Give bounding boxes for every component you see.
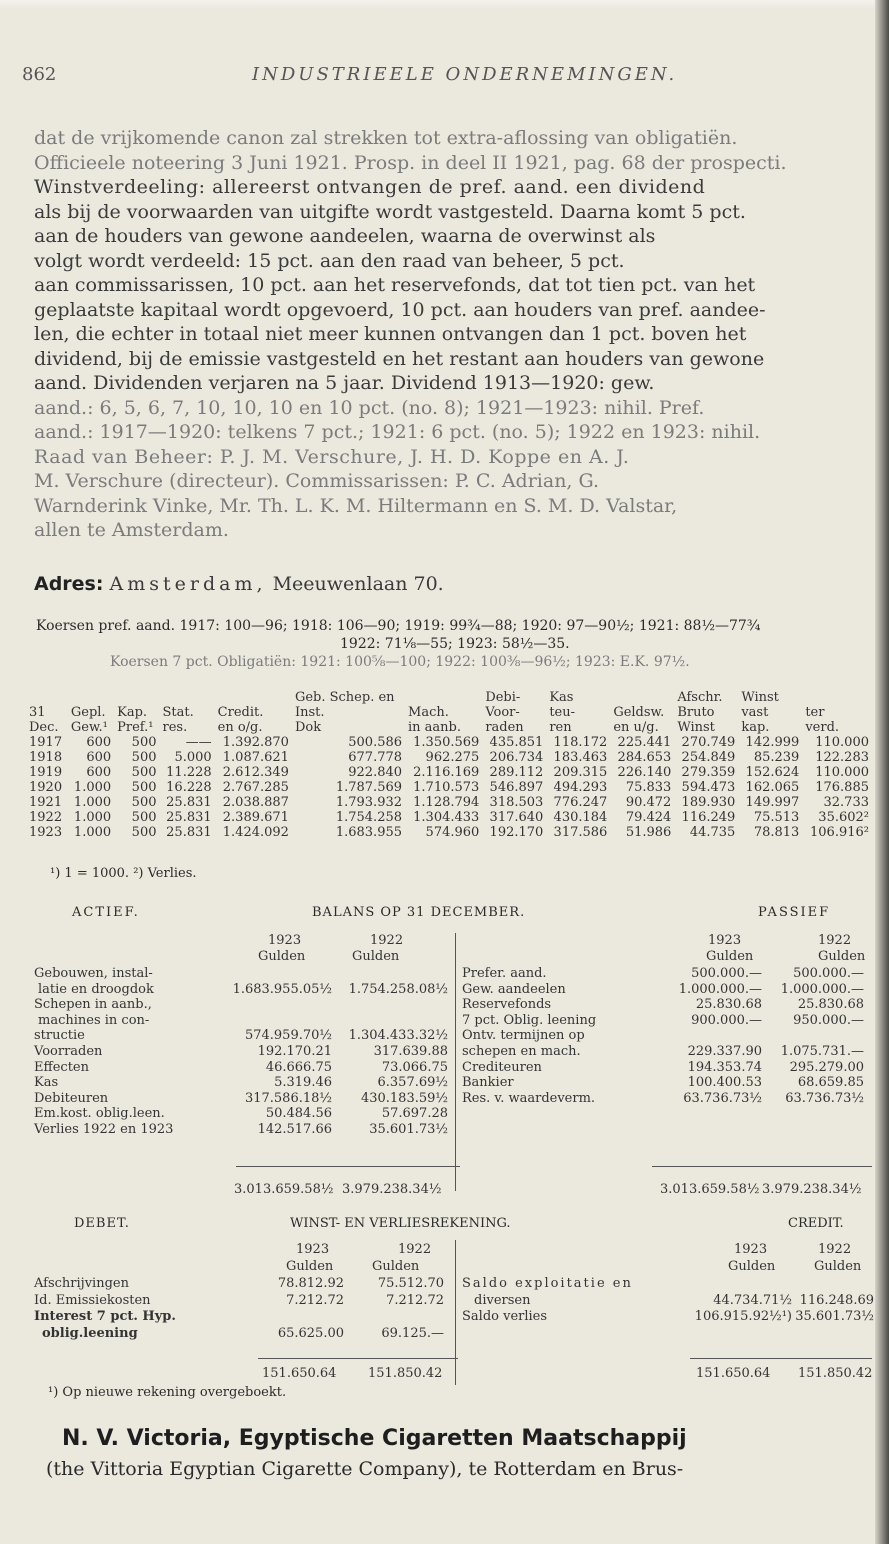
debet-1922: 7.212.72 [386, 1292, 444, 1308]
asset-label: Gebouwen, instal- [34, 966, 153, 981]
stats-cell: 546.897 [489, 780, 544, 795]
stats-cell: 1.350.569 [413, 735, 480, 750]
pl-column-header: Gulden [372, 1259, 420, 1274]
credit-1922: 35.601.73½ [795, 1309, 874, 1324]
liability-label: Gew. aandeelen [462, 981, 566, 997]
stats-header-cell: 31 [29, 705, 46, 720]
stats-cell: 106.916² [810, 825, 869, 840]
pl-footnote: ¹) Op nieuwe rekening overgeboekt. [48, 1385, 287, 1400]
stats-cell: 1.087.621 [222, 750, 289, 765]
stats-row [26, 780, 872, 795]
stats-cell: 430.184 [553, 810, 608, 825]
credit-1923: 44.734.71½ [713, 1292, 792, 1308]
address-city: Amsterdam, [109, 573, 267, 595]
asset-1922: 1.754.258.08½ [348, 981, 448, 997]
stats-cell: 254.849 [681, 750, 736, 765]
liability-label: 7 pct. Oblig. leening [462, 1012, 597, 1028]
stats-cell: 162.065 [745, 780, 800, 795]
stats-cell: 500 [131, 795, 157, 810]
stats-header-cell: Afschr. [677, 690, 723, 705]
stats-cell: 176.885 [815, 780, 869, 795]
pl-column-header: 1923 [296, 1242, 330, 1257]
stats-cell: 1.128.794 [413, 795, 480, 810]
stats-header-cell: en o/g. [217, 720, 263, 735]
stats-header-cell: Winst [677, 720, 715, 735]
pl-right-label: CREDIT. [788, 1216, 844, 1231]
stats-header-cell [405, 690, 482, 705]
stats-header-cell: Gew.¹ [70, 720, 108, 735]
stats-cell: 142.999 [745, 735, 800, 750]
stats-cell: 600 [86, 750, 112, 765]
stats-cell: 1.000 [73, 825, 112, 840]
asset-1922: 317.639.88 [373, 1044, 448, 1059]
stats-footnote: ¹) 1 = 1000. ²) Verlies. [50, 866, 197, 881]
stats-header-row [26, 720, 872, 735]
stats-cell: 35.602² [818, 810, 869, 825]
credit-1923: 106.915.92½¹) [694, 1309, 792, 1324]
stats-cell: 209.315 [553, 765, 608, 780]
balance-column-header: 1922 [818, 933, 852, 948]
stats-cell: 110.000 [815, 765, 869, 780]
stats-cell: 225.441 [617, 735, 672, 750]
pl-total: 151.650.64 [696, 1366, 771, 1381]
stats-cell: 594.473 [681, 780, 736, 795]
stats-cell: 500 [131, 765, 157, 780]
stats-cell: 116.249 [681, 810, 736, 825]
stats-cell: 1.424.092 [222, 825, 289, 840]
stats-header-cell: Kas [549, 690, 574, 705]
asset-1923: 46.666.75 [265, 1059, 332, 1075]
liability-label: Bankier [462, 1075, 514, 1091]
liability-label: Res. v. waardeverm. [462, 1090, 596, 1106]
stats-cell: 79.424 [625, 810, 672, 825]
stats-cell: 317.640 [489, 810, 544, 825]
stats-cell: 435.851 [489, 735, 544, 750]
asset-1922: 35.601.73½ [369, 1122, 448, 1137]
stats-cell: 1.754.258 [335, 810, 403, 825]
liability-1922: 500.000.— [793, 966, 864, 981]
liability-label: schepen en mach. [462, 1044, 581, 1059]
stats-cell: 600 [86, 735, 112, 750]
pl-column-header: 1923 [734, 1242, 768, 1257]
stats-cell: 90.472 [625, 795, 672, 810]
stats-header-cell [68, 690, 114, 705]
stats-cell: 183.463 [553, 750, 608, 765]
company-subtitle: (the Vittoria Egyptian Cigarette Company), te Rotterdam en Brus- [46, 1458, 684, 1480]
text-line: geplaatste kapitaal wordt opgevoerd, 10 pct. aan houders van pref. aandee- [34, 298, 766, 321]
asset-1922: 57.697.28 [381, 1106, 448, 1122]
stats-row [26, 750, 872, 765]
statistics-table [26, 690, 872, 840]
asset-label: latie en droogdok [38, 981, 154, 997]
stats-cell: 2.389.671 [222, 810, 289, 825]
asset-1922: 73.066.75 [381, 1059, 448, 1075]
stats-cell: 500 [131, 750, 157, 765]
stats-header-cell: Credit. [217, 705, 264, 720]
stats-cell: 1.683.955 [335, 825, 403, 840]
stats-cell: 677.778 [348, 750, 403, 765]
liability-1922: 295.279.00 [789, 1059, 864, 1075]
stats-header-cell: kap. [741, 720, 770, 735]
stats-cell: 1921 [29, 795, 63, 810]
address-line [34, 572, 444, 596]
liability-label: Prefer. aand. [462, 966, 547, 981]
text-line: M. Verschure (directeur). Commissarissen: P. C. Adrian, G. [34, 470, 600, 492]
stats-header-cell: Dec. [29, 720, 59, 735]
stats-cell: 500 [131, 825, 157, 840]
debet-label: Afschrijvingen [34, 1276, 129, 1291]
debet-1923: 78.812.92 [277, 1276, 344, 1291]
text-line: aand. Dividenden verjaren na 5 jaar. Dividend 1913—1920: gew. [34, 372, 655, 394]
asset-label: structie [34, 1028, 85, 1044]
pl-column-header: Gulden [286, 1259, 334, 1274]
debet-1922: 69.125.— [381, 1325, 444, 1341]
liability-1923: 100.400.53 [687, 1075, 762, 1091]
credit-1922: 116.248.69 [799, 1292, 874, 1308]
stats-header-cell: Pref.¹ [117, 720, 154, 735]
asset-label: Voorraden [34, 1044, 103, 1059]
asset-1923: 5.319.46 [274, 1075, 332, 1091]
liability-1922: 1.075.731.— [780, 1044, 864, 1059]
stats-cell: 25.831 [166, 810, 212, 825]
text-line: Warnderink Vinke, Mr. Th. L. K. M. Hiltermann en S. M. D. Valstar, [34, 494, 678, 517]
text-line: dividend, bij de emissie vastgesteld en het restant aan houders van gewone [34, 347, 765, 370]
stats-cell: 16.228 [166, 780, 212, 795]
stats-cell: 2.767.285 [222, 780, 289, 795]
stats-header-cell [114, 690, 159, 705]
stats-cell: 289.112 [489, 765, 544, 780]
address-label: Adres: [34, 573, 104, 595]
stats-header-cell: teu- [549, 705, 575, 720]
credit-label: Saldo exploitatie en [462, 1276, 633, 1291]
balance-right-label: PASSIEF [758, 905, 831, 920]
stats-cell: 1918 [29, 750, 63, 765]
stats-cell: 1922 [29, 810, 63, 825]
stats-cell: 189.930 [681, 795, 736, 810]
pl-total: 151.850.42 [368, 1366, 443, 1381]
pl-column-header: Gulden [728, 1259, 776, 1274]
asset-label: Debiteuren [34, 1090, 109, 1106]
stats-header-cell: ter [805, 705, 825, 720]
stats-cell: 574.960 [425, 825, 480, 840]
stats-cell: 600 [86, 765, 112, 780]
text-line: len, die echter in totaal niet meer kunnen ontvangen dan 1 pct. boven het [34, 323, 747, 345]
stats-cell: 500 [131, 735, 157, 750]
asset-label: Kas [34, 1075, 59, 1091]
stats-cell: 500 [131, 810, 157, 825]
pl-right-rule [690, 1358, 872, 1359]
stats-cell: 500.586 [348, 735, 403, 750]
pl-divider [455, 1240, 456, 1385]
stats-cell: 317.586 [553, 825, 608, 840]
stats-cell: 11.228 [166, 765, 212, 780]
debet-label: Id. Emissiekosten [34, 1292, 151, 1308]
stats-header-cell: Mach. [408, 705, 449, 720]
stats-cell: 1.793.932 [335, 795, 403, 810]
stats-cell: 962.275 [425, 750, 480, 765]
liability-label: Reservefonds [462, 997, 552, 1013]
liability-1923: 63.736.73½ [683, 1090, 762, 1106]
text-line: aand.: 6, 5, 6, 7, 10, 10, 10 en 10 pct. (no. 8); 1921—1923: nihil. Pref. [34, 396, 705, 419]
stats-cell: 500 [131, 780, 157, 795]
stats-cell: 110.000 [815, 735, 869, 750]
debet-1922: 75.512.70 [377, 1276, 444, 1291]
stats-cell: 78.813 [753, 825, 800, 840]
liability-label: Ontv. termijnen op [462, 1028, 585, 1044]
stats-header-cell [160, 690, 215, 705]
page-top-edge [0, 0, 889, 10]
stats-cell: 25.831 [166, 825, 212, 840]
stats-header-row [26, 705, 872, 720]
pl-column-header: Gulden [814, 1259, 862, 1274]
credit-label: Saldo verlies [462, 1309, 548, 1324]
balance-column-header: Gulden [352, 949, 400, 964]
stats-cell: 192.170 [489, 825, 544, 840]
liability-1923: 500.000.— [691, 966, 762, 981]
pl-column-header: 1922 [398, 1242, 432, 1257]
asset-1922: 430.183.59½ [360, 1090, 448, 1106]
balance-column-header: Gulden [258, 949, 306, 964]
stats-header-cell: Dok [294, 720, 322, 735]
text-line: volgt wordt verdeeld: 15 pct. aan den raad van beheer, 5 pct. [34, 249, 625, 272]
stats-cell: 1919 [29, 765, 63, 780]
stats-row [26, 810, 872, 825]
balance-total: 3.979.238.34½ [342, 1182, 442, 1197]
text-line: Officieele noteering 3 Juni 1921. Prosp. in deel II 1921, pag. 68 der prospecti. [34, 151, 787, 174]
stats-cell: 1.000 [73, 810, 112, 825]
liability-1922: 1.000.000.— [780, 981, 864, 997]
text-line: Raad van Beheer: P. J. M. Verschure, J. H. D. Koppe en A. J. [34, 445, 630, 468]
stats-header-cell: in aanb. [408, 720, 462, 735]
debet-label: oblig.leening [42, 1325, 138, 1341]
stats-cell: 1.000 [73, 795, 112, 810]
debet-1923: 7.212.72 [286, 1292, 344, 1308]
pl-left-rule [258, 1358, 458, 1359]
balance-column-header: Gulden [818, 949, 866, 964]
stats-cell: 85.239 [753, 750, 800, 765]
stats-cell: 152.624 [745, 765, 800, 780]
stats-header-cell: Geb. Schep. en [294, 690, 395, 705]
stats-header-cell: Inst. [294, 705, 325, 720]
stats-header-cell: ren [549, 720, 572, 735]
balance-total: 3.013.659.58½ [234, 1182, 334, 1197]
company-name: N. V. Victoria, Egyptische Cigaretten Maatschappij [62, 1426, 687, 1451]
stats-header-cell [26, 690, 68, 705]
stats-cell: 270.749 [681, 735, 736, 750]
asset-label: Effecten [34, 1059, 89, 1075]
balance-title: BALANS OP 31 DECEMBER. [312, 905, 526, 920]
stats-cell: 2.116.169 [413, 765, 480, 780]
stats-row [26, 795, 872, 810]
balance-total: 3.013.659.58½ [660, 1182, 760, 1197]
stats-header-cell: verd. [805, 720, 840, 735]
pl-total: 151.850.42 [798, 1366, 873, 1381]
pl-title: WINST- EN VERLIESREKENING. [290, 1216, 511, 1231]
stats-cell: —— [185, 735, 212, 750]
balance-total: 3.979.238.34½ [762, 1182, 862, 1197]
asset-1923: 50.484.56 [265, 1106, 332, 1122]
asset-label: Schepen in aanb., [34, 997, 152, 1013]
stats-cell: 1.787.569 [335, 780, 403, 795]
asset-label: Verlies 1922 en 1923 [34, 1122, 174, 1137]
stats-header-cell: Voor- [485, 705, 520, 720]
text-line: Winstverdeeling: allereerst ontvangen de pref. aand. een dividend [34, 176, 706, 198]
balance-right-rule [652, 1166, 872, 1167]
stats-header-cell: vast [741, 705, 769, 720]
page-number: 862 [22, 64, 57, 85]
liability-1922: 68.659.85 [797, 1075, 864, 1091]
text-line: aan commissarissen, 10 pct. aan het reservefonds, dat tot tien pct. van het [34, 274, 756, 296]
stats-cell: 284.653 [617, 750, 672, 765]
stats-header-cell: raden [485, 720, 524, 735]
liability-1923: 900.000.— [691, 1012, 762, 1028]
asset-1922: 6.357.69½ [377, 1075, 448, 1091]
stats-cell: 318.503 [489, 795, 544, 810]
asset-label: machines in con- [38, 1012, 150, 1028]
address-street: Meeuwenlaan 70. [272, 573, 444, 595]
balance-column-header: 1923 [268, 933, 302, 948]
balance-column-header: 1923 [708, 933, 742, 948]
stats-cell: 32.733 [823, 795, 869, 810]
stats-cell: 1.392.870 [222, 735, 289, 750]
stats-header-cell: Stat. [162, 705, 194, 720]
balance-column-header: 1922 [370, 933, 404, 948]
book-binding-edge [875, 0, 889, 1544]
debet-1923: 65.625.00 [277, 1325, 344, 1341]
balance-column-header: Gulden [706, 949, 754, 964]
liability-1923: 229.337.90 [687, 1044, 762, 1059]
stats-cell: 922.840 [348, 765, 403, 780]
koersen-line-3: Koersen 7 pct. Obligatiën: 1921: 100⅝—100; 1922: 100⅜—96½; 1923: E.K. 97½. [110, 654, 690, 670]
asset-1923: 192.170.21 [257, 1044, 332, 1059]
text-line: aan de houders van gewone aandeelen, waarna de overwinst als [34, 225, 656, 247]
stats-cell: 1.304.433 [413, 810, 480, 825]
stats-cell: 2.612.349 [222, 765, 289, 780]
stats-cell: 226.140 [617, 765, 672, 780]
text-line: allen te Amsterdam. [34, 519, 229, 541]
stats-cell: 5.000 [174, 750, 212, 765]
text-line: als bij de voorwaarden van uitgifte wordt vastgesteld. Daarna komt 5 pct. [34, 200, 746, 223]
balance-divider [455, 933, 456, 1191]
stats-header-cell [610, 690, 674, 705]
stats-cell: 1920 [29, 780, 63, 795]
stats-cell: 494.293 [553, 780, 608, 795]
stats-cell: 206.734 [489, 750, 544, 765]
stats-cell: 75.833 [625, 780, 672, 795]
stats-cell: 122.283 [815, 750, 869, 765]
stats-header-cell: Geldsw. [613, 705, 665, 720]
asset-1923: 574.959.70½ [244, 1028, 332, 1044]
stats-cell: 118.172 [553, 735, 608, 750]
stats-header-cell: Gepl. [70, 705, 106, 720]
liability-1923: 194.353.74 [687, 1059, 762, 1075]
stats-cell: 75.513 [753, 810, 800, 825]
stats-header-row [26, 690, 872, 705]
balance-left-label: ACTIEF. [72, 905, 140, 920]
asset-1923: 1.683.955.05½ [232, 981, 332, 997]
stats-header-cell: en u/g. [613, 720, 659, 735]
asset-1923: 317.586.18½ [244, 1090, 332, 1106]
stats-cell: 44.735 [689, 825, 736, 840]
pl-total: 151.650.64 [262, 1366, 337, 1381]
stats-cell: 25.831 [166, 795, 212, 810]
stats-cell: 149.997 [745, 795, 800, 810]
text-line: dat de vrijkomende canon zal strekken tot extra-aflossing van obligatiën. [34, 127, 738, 149]
asset-label: Em.kost. oblig.leen. [34, 1106, 165, 1122]
liability-1923: 1.000.000.— [678, 981, 762, 997]
stats-header-cell: res. [162, 720, 188, 735]
stats-row [26, 735, 872, 750]
text-line: aand.: 1917—1920: telkens 7 pct.; 1921: 6 pct. (no. 5); 1922 en 1923: nihil. [34, 421, 761, 443]
stats-header-cell [215, 690, 292, 705]
asset-1922: 1.304.433.32½ [348, 1028, 448, 1044]
stats-cell: 2.038.887 [222, 795, 289, 810]
asset-1923: 142.517.66 [257, 1122, 332, 1137]
debet-label: Interest 7 pct. Hyp. [34, 1309, 176, 1324]
pl-column-header: 1922 [818, 1242, 852, 1257]
stats-cell: 1917 [29, 735, 63, 750]
stats-cell: 776.247 [553, 795, 608, 810]
liability-1922: 25.830.68 [797, 997, 864, 1013]
stats-header-cell: Bruto [677, 705, 715, 720]
stats-row [26, 765, 872, 780]
stats-cell: 1.710.573 [413, 780, 480, 795]
stats-header-cell: Debi- [485, 690, 521, 705]
stats-cell: 279.359 [681, 765, 736, 780]
stats-cell: 1.000 [73, 780, 112, 795]
stats-header-cell: Kap. [117, 705, 148, 720]
koersen-line-2: 1922: 71⅛—55; 1923: 58½—35. [340, 636, 570, 652]
koersen-line-1: Koersen pref. aand. 1917: 100—96; 1918: 106—90; 1919: 99¾—88; 1920: 97—90½; 1921: 88½—77¾ [36, 618, 761, 634]
liability-1922: 950.000.— [793, 1012, 864, 1028]
liability-1922: 63.736.73½ [785, 1090, 864, 1106]
stats-row [26, 825, 872, 840]
running-title: INDUSTRIEELE ONDERNEMINGEN. [252, 64, 678, 85]
liability-label: Crediteuren [462, 1059, 542, 1075]
credit-label: diversen [474, 1292, 531, 1308]
balance-left-rule [236, 1166, 460, 1167]
stats-header-cell: Winst [741, 690, 779, 705]
stats-cell: 1923 [29, 825, 63, 840]
liability-1923: 25.830.68 [695, 997, 762, 1013]
pl-left-label: DEBET. [74, 1216, 130, 1231]
stats-cell: 51.986 [625, 825, 672, 840]
